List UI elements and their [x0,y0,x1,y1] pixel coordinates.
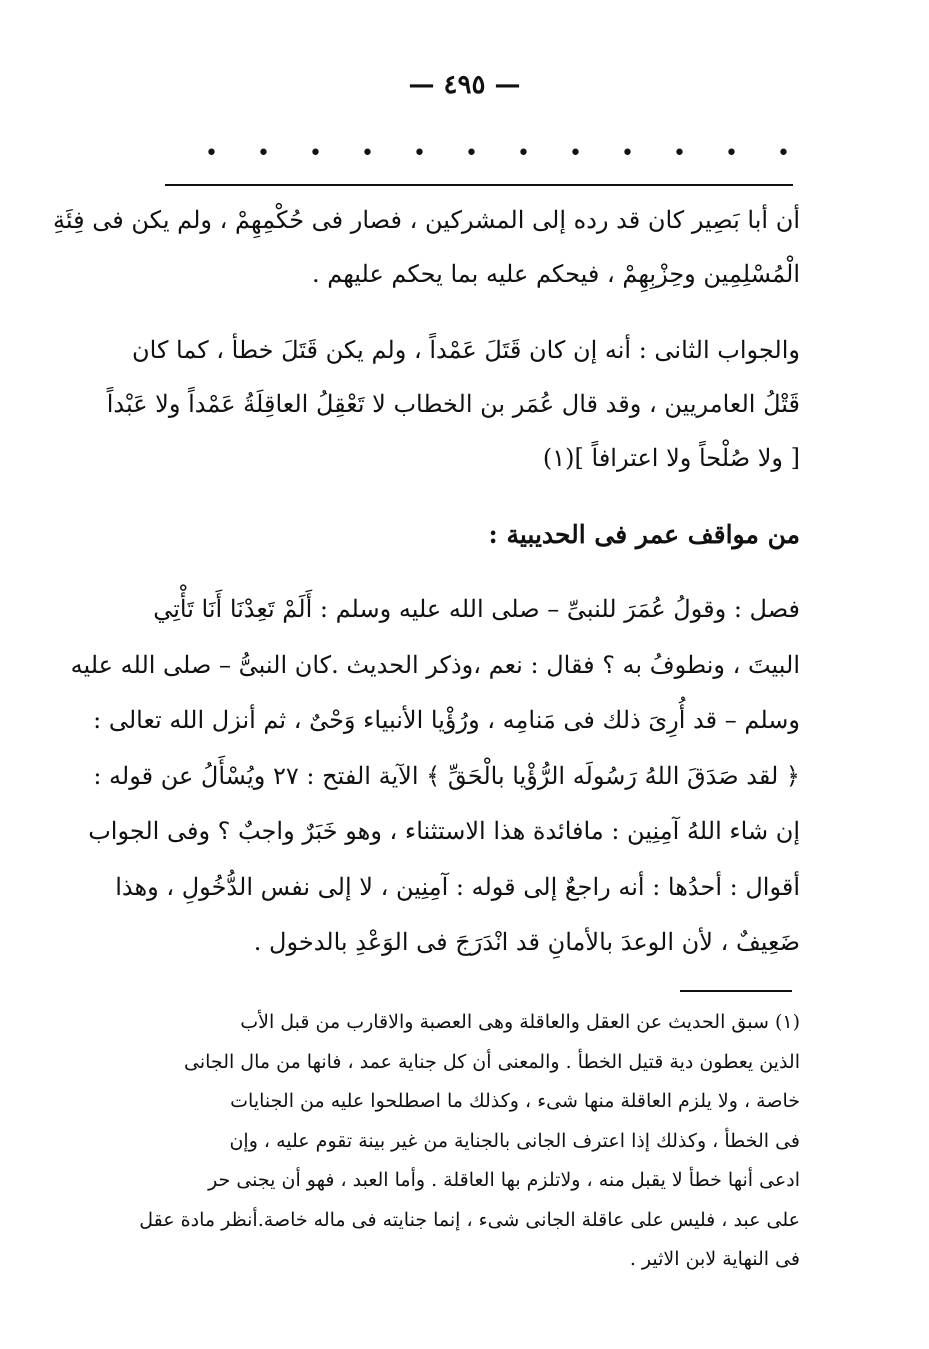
separator-dot: • [309,141,322,166]
text-line: قَتْلُ العامريين ، وقد قال عُمَر بن الخطاب لا تَعْقِلُ العاقِلَةُ عَمْداً ولا عَبْداً [106,390,800,418]
footnote-line: ادعى أنها خطأ لا يقبل منه ، ولاتلزم بها العاقلة . وأما العبد ، فهو أن يجنى حر [208,1169,800,1191]
separator-dot: • [257,141,270,166]
text-line: إن شاء اللهُ آمِنِين : مافائدة هذا الاستثناء ، وهو خَبَرٌ واجبٌ ؟ وفى الجواب [88,817,800,845]
separator-dot: • [673,141,686,166]
separator-dot: • [361,141,374,166]
separator-dot: • [465,141,478,166]
separator-dots [205,141,790,166]
paragraph-2 [106,323,800,485]
footnote-line: فى الخطأ ، وكذلك إذا اعترف الجانى بالجناية من غير بينة تقوم عليه ، وإن [229,1129,800,1152]
separator-dot: • [621,141,634,166]
footnote-line: الذين يعطون دية قتيل الخطأ . والمعنى أن كل جناية عمد ، فانها من مال الجانى [184,1050,800,1073]
text-line: أقوال : أحدُها : أنه راجعٌ إلى قوله : آمِنِين ، لا إلى نفس الدُّخُولِ ، وهذا [115,872,800,901]
footnote-line: خاصة ، ولا يلزم العاقلة منها شىء ، وكذلك ما اصطلحوا عليه من الجنايات [230,1090,800,1112]
text-line: فصل : وقولُ عُمَرَ للنبىِّ – صلى الله عليه وسلم : أَلَمْ تَعِدْنَا أَنَا تَأْتِي [153,595,800,623]
footnote-rule [680,990,792,992]
text-line: ضَعِيفٌ ، لأن الوعدَ بالأمانِ قد انْدَرَجَ فى الوَعْدِ بالدخول . [253,928,800,956]
separator-dot: • [777,141,790,166]
separator-dot: • [517,141,530,166]
text-line: أن أبا بَصِير كان قد رده إلى المشركين ، فصار فى حُكْمِهِمْ ، ولم يكن فى فِئَةِ [53,206,800,234]
separator-dot: • [569,141,582,166]
footnote-line: فى النهاية لابن الاثير . [629,1248,800,1270]
text-line: ﴿ لقد صَدَقَ اللهُ رَسُولَه الرُّؤْيا بالْحَقِّ ﴾ الآية الفتح : ٢٧ ويُسْأَلُ عن قوله : [93,761,800,790]
text-line: وسلم – قد أُرِىَ ذلك فى مَنامِه ، ورُؤْيا الأنبياء وَحْىٌ ، ثم أنزل الله تعالى : [93,706,800,734]
footnote [139,1003,800,1280]
footnote-line: (١) سبق الحديث عن العقل والعاقلة وهى العصبة والاقارب من قبل الأب [240,1011,800,1033]
page-number: — ٤٩٥ — [408,70,521,100]
paragraph-3 [70,582,800,971]
separator-dot: • [413,141,426,166]
section-heading: من مواقف عمر فى الحديبية : [488,520,800,549]
separator-dot: • [725,141,738,166]
separator-dot: • [205,141,218,166]
text-line: الْمُسْلِمِين وحِزْبِهِمْ ، فيحكم عليه بما يحكم عليهم . [311,260,800,288]
footnote-line: على عبد ، فليس على عاقلة الجانى شىء ، إنما جنايته فى ماله خاصة.أنظر مادة عقل [139,1208,800,1231]
text-line: البيتَ ، ونطوفُ به ؟ فقال : نعم ،وذكر الحديث .كان النبىُّ – صلى الله عليه [70,650,800,679]
header-rule [165,184,793,186]
paragraph-1 [53,193,800,301]
text-line: والجواب الثانى : أنه إن كان قَتَلَ عَمْداً ، ولم يكن قَتَلَ خطأ ، كما كان [132,336,800,364]
text-line: [ ولا صُلْحاً ولا اعترافاً ](١) [542,444,800,472]
